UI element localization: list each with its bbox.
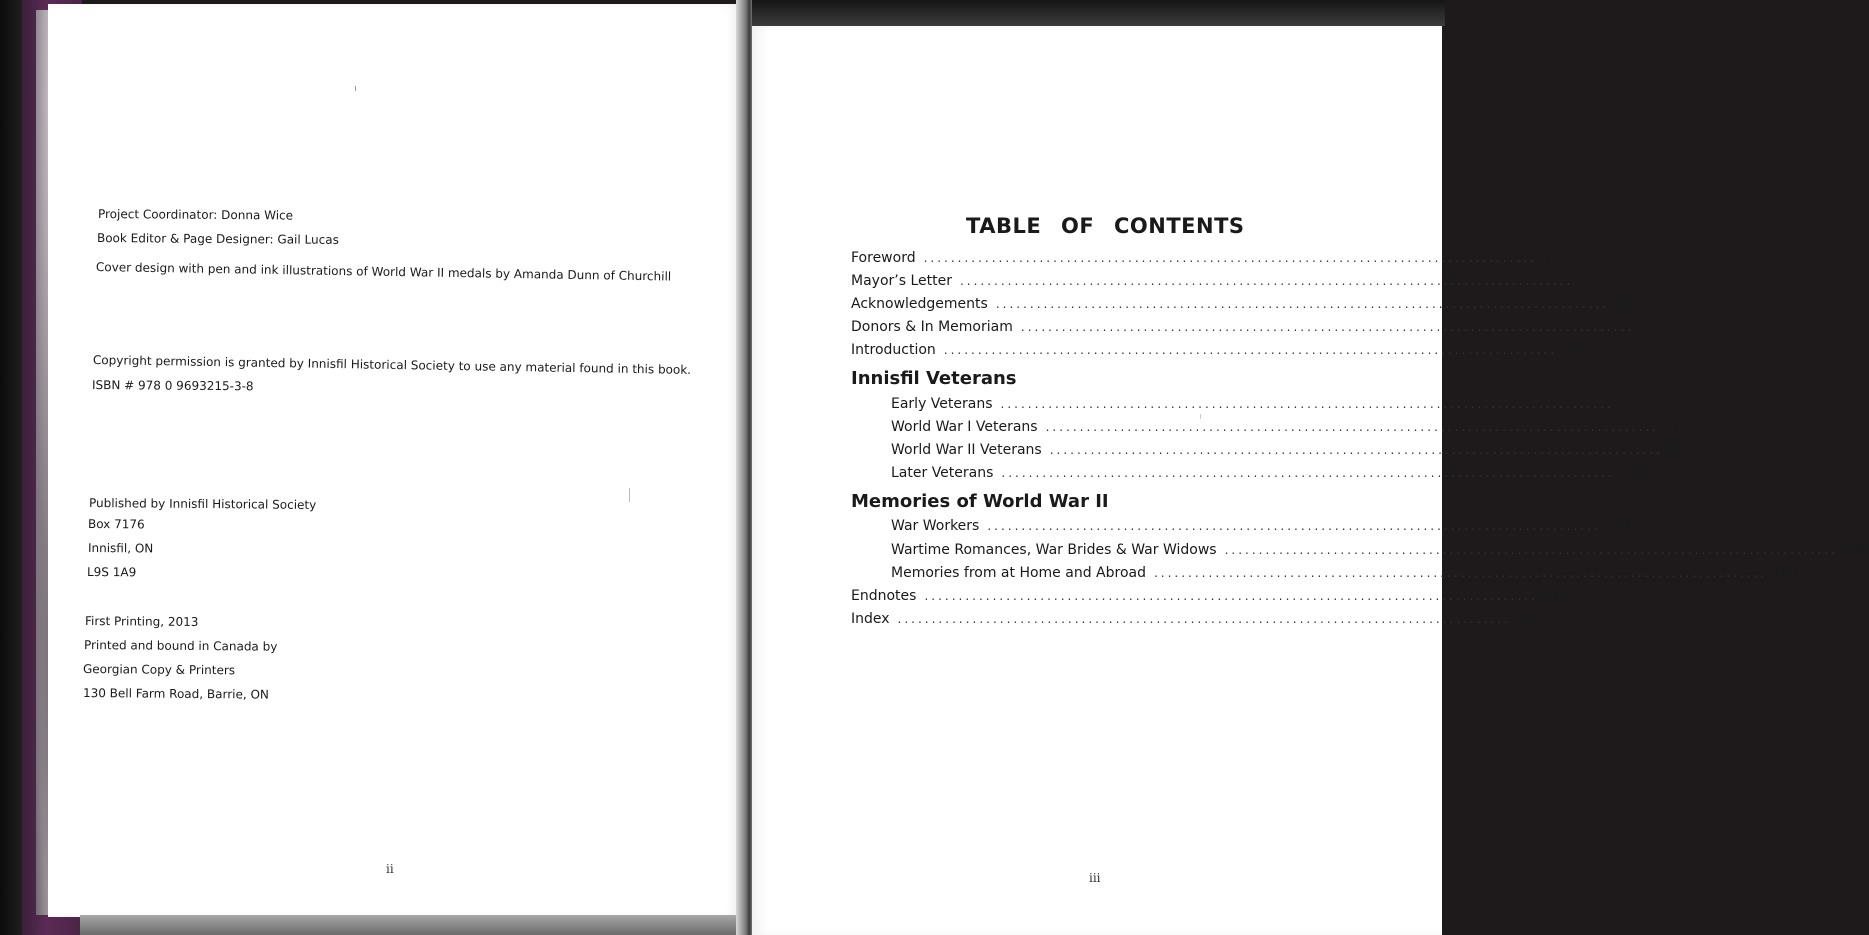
toc-entry-label: Mayor’s Letter [851, 273, 952, 289]
toc-leader: .......................................................................................... [897, 612, 1511, 626]
toc-leader: .......................................................................................... [924, 589, 1538, 603]
credit-coordinator: Project Coordinator: Donna Wice [97, 207, 294, 223]
toc-entry-label: Endnotes [851, 588, 917, 604]
page-edge-strip [80, 915, 740, 935]
toc-leader: .......................................................................................... [1224, 543, 1838, 557]
scan-speck [355, 86, 356, 91]
scan-shadow [752, 0, 1445, 26]
toc-leader: .......................................................................................... [1001, 466, 1615, 480]
toc-entry-label: World War II Veterans [891, 442, 1042, 458]
toc-entry[interactable] [891, 419, 1681, 441]
scan-speck [1200, 414, 1201, 419]
toc-entry-label: War Workers [891, 518, 980, 534]
isbn: ISBN # 978 0 9693215-3-8 [91, 378, 254, 394]
publisher-city: Innisfil, ON [87, 541, 154, 556]
toc-leader: .......................................................................................... [1020, 320, 1635, 334]
left-folio: ii [386, 862, 394, 876]
toc-entry-label: Acknowledgements [851, 296, 988, 312]
toc-entry-page: 435 [1541, 588, 1569, 604]
toc-entry-label: Donors & In Memoriam [851, 319, 1013, 335]
toc-leader: .......................................................................................... [995, 297, 1610, 311]
printer-name: Georgian Copy & Printers [82, 662, 236, 678]
toc-entry-page: 409 [1771, 565, 1799, 581]
toc-section-heading[interactable]: Innisfil Veterans [851, 368, 1017, 389]
right-folio: iii [1089, 871, 1101, 885]
toc-entry-page: 439 [1514, 611, 1542, 627]
toc-entry-label: Later Veterans [891, 465, 994, 481]
printer-address: 130 Bell Farm Road, Barrie, ON [82, 686, 270, 702]
toc-entry[interactable] [891, 396, 1636, 418]
toc-entry[interactable] [851, 611, 1542, 633]
toc-entry-page: 2 [1626, 396, 1636, 412]
toc-entry[interactable] [891, 442, 1686, 464]
publisher-postal: L9S 1A9 [86, 565, 137, 580]
toc-entry-page: viii [1638, 319, 1659, 335]
toc-entry-page: 397 [1604, 518, 1632, 534]
printing-edition: First Printing, 2013 [84, 614, 199, 629]
toc-entry[interactable] [891, 542, 1869, 564]
toc-entry[interactable] [851, 588, 1569, 610]
toc-entry[interactable] [851, 250, 1559, 272]
toc-leader: .......................................................................................... [959, 274, 1574, 288]
toc-leader: .......................................................................................... [1049, 443, 1664, 457]
toc-entry-label: Introduction [851, 342, 936, 358]
toc-entry[interactable] [851, 273, 1596, 295]
copyright-notice: Copyright permission is granted by Innisfil Historical Society to use any material found in this book. [92, 353, 692, 377]
toc-entry[interactable] [851, 342, 1580, 364]
scan-speck [629, 488, 630, 502]
toc-entry[interactable] [851, 296, 1632, 318]
left-page [48, 4, 738, 917]
toc-leader: .......................................................................................... [1153, 566, 1768, 580]
publisher-box: Box 7176 [87, 517, 145, 532]
toc-entry-page: 249 [1618, 465, 1646, 481]
toc-section-heading[interactable]: Memories of World War II [851, 491, 1109, 512]
publisher-name: Published by Innisfil Historical Society [88, 496, 317, 512]
toc-entry-page: x [1570, 342, 1580, 358]
printing-bound: Printed and bound in Canada by [83, 638, 278, 654]
toc-leader: .......................................................................................... [923, 251, 1537, 265]
toc-entry[interactable] [891, 565, 1799, 587]
toc-entry-page: 57 [1667, 442, 1686, 458]
toc-entry-label: Wartime Romances, War Brides & War Widows [891, 542, 1217, 558]
toc-leader: .......................................................................................... [943, 343, 1558, 357]
toc-entry-page: 400 [1841, 542, 1869, 558]
toc-entry-page: 7 [1671, 419, 1681, 435]
credit-editor: Book Editor & Page Designer: Gail Lucas [96, 231, 339, 247]
toc-entry-page: vii [1615, 296, 1632, 312]
toc-entry-label: Early Veterans [891, 396, 993, 412]
toc-entry-page: iv [1546, 250, 1559, 266]
credit-cover: Cover design with pen and ink illustrations of World War II medals by Amanda Dunn of Churchill [95, 260, 672, 284]
toc-leader: .......................................................................................... [1000, 397, 1614, 411]
toc-leader: .......................................................................................... [987, 519, 1601, 533]
toc-entry-label: Memories from at Home and Abroad [891, 565, 1146, 581]
toc-entry-label: Index [851, 611, 890, 627]
toc-title: TABLE OF CONTENTS [966, 214, 1245, 238]
toc-entry[interactable] [891, 465, 1646, 487]
toc-entry-page: v [1587, 273, 1596, 289]
toc-leader: .......................................................................................... [1045, 420, 1659, 434]
toc-entry[interactable] [891, 518, 1632, 540]
toc-entry[interactable] [851, 319, 1659, 341]
toc-entry-label: Foreword [851, 250, 916, 266]
toc-entry-label: World War I Veterans [891, 419, 1038, 435]
